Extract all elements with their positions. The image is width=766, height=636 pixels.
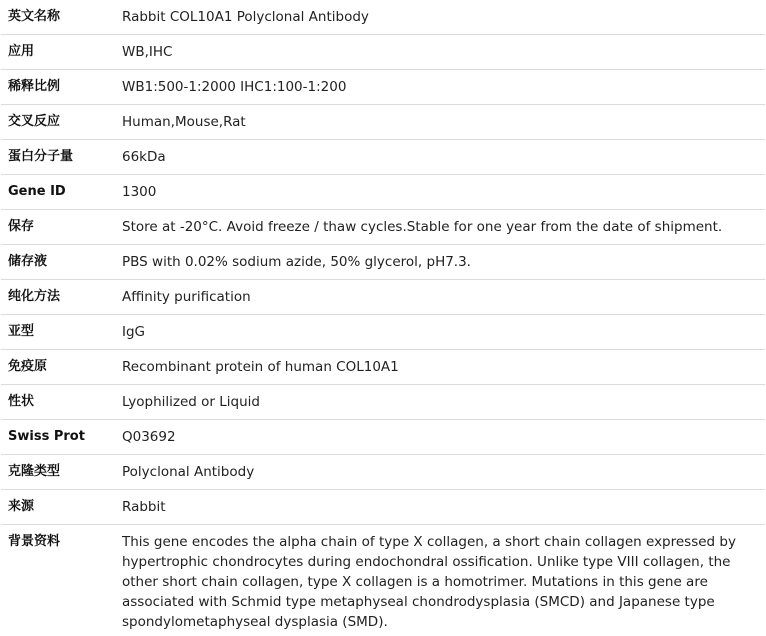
spec-row-gene-id: [1, 175, 765, 210]
spec-value: PBS with 0.02% sodium azide, 50% glycerol, pH7.3.: [122, 245, 765, 280]
spec-value: This gene encodes the alpha chain of type X collagen, a short chain collagen expressed by hypertrophic chondrocytes during endochondral ossification. Unlike type VIII collagen, the other short chain collagen, type X collagen is a homotrimer. Mutations in this gene are associated with Schmid type metaphyseal chondrodysplasia (SMCD) and Japanese type spondylometaphyseal dysplasia (SMD).: [122, 525, 765, 636]
spec-key: 背景资料: [1, 525, 122, 636]
spec-value: Affinity purification: [122, 280, 765, 315]
spec-row-reactivity: [1, 105, 765, 140]
spec-value: Polyclonal Antibody: [122, 455, 765, 490]
spec-value: IgG: [122, 315, 765, 350]
spec-value: WB,IHC: [122, 35, 765, 70]
spec-value: Rabbit COL10A1 Polyclonal Antibody: [122, 0, 765, 35]
product-spec-table: [1, 0, 765, 636]
spec-row-host: [1, 490, 765, 525]
spec-value: Q03692: [122, 420, 765, 455]
spec-key: 储存液: [1, 245, 122, 280]
spec-key: 克隆类型: [1, 455, 122, 490]
spec-key: Gene ID: [1, 175, 122, 210]
spec-key: 来源: [1, 490, 122, 525]
spec-key: 免疫原: [1, 350, 122, 385]
spec-key: 亚型: [1, 315, 122, 350]
spec-value: 66kDa: [122, 140, 765, 175]
spec-row-immunogen: [1, 350, 765, 385]
spec-row-form: [1, 385, 765, 420]
spec-key: 应用: [1, 35, 122, 70]
spec-value: Rabbit: [122, 490, 765, 525]
spec-row-clonality: [1, 455, 765, 490]
spec-value: WB1:500-1:2000 IHC1:100-1:200: [122, 70, 765, 105]
spec-value: Store at -20°C. Avoid freeze / thaw cycles.Stable for one year from the date of shipment.: [122, 210, 765, 245]
spec-key: 性状: [1, 385, 122, 420]
spec-key: 蛋白分子量: [1, 140, 122, 175]
spec-row-dilution: [1, 70, 765, 105]
spec-value: 1300: [122, 175, 765, 210]
spec-key: 纯化方法: [1, 280, 122, 315]
spec-value: Recombinant protein of human COL10A1: [122, 350, 765, 385]
spec-row-isotype: [1, 315, 765, 350]
spec-row-english-name: [1, 0, 765, 35]
spec-row-storage: [1, 210, 765, 245]
spec-row-swiss-prot: [1, 420, 765, 455]
spec-row-background: [1, 525, 765, 636]
spec-key: 保存: [1, 210, 122, 245]
spec-row-application: [1, 35, 765, 70]
spec-row-purification: [1, 280, 765, 315]
spec-key: 稀释比例: [1, 70, 122, 105]
spec-row-buffer: [1, 245, 765, 280]
spec-value: Human,Mouse,Rat: [122, 105, 765, 140]
spec-key: 交叉反应: [1, 105, 122, 140]
spec-row-molecular-weight: [1, 140, 765, 175]
spec-key: 英文名称: [1, 0, 122, 35]
spec-value: Lyophilized or Liquid: [122, 385, 765, 420]
spec-key: Swiss Prot: [1, 420, 122, 455]
